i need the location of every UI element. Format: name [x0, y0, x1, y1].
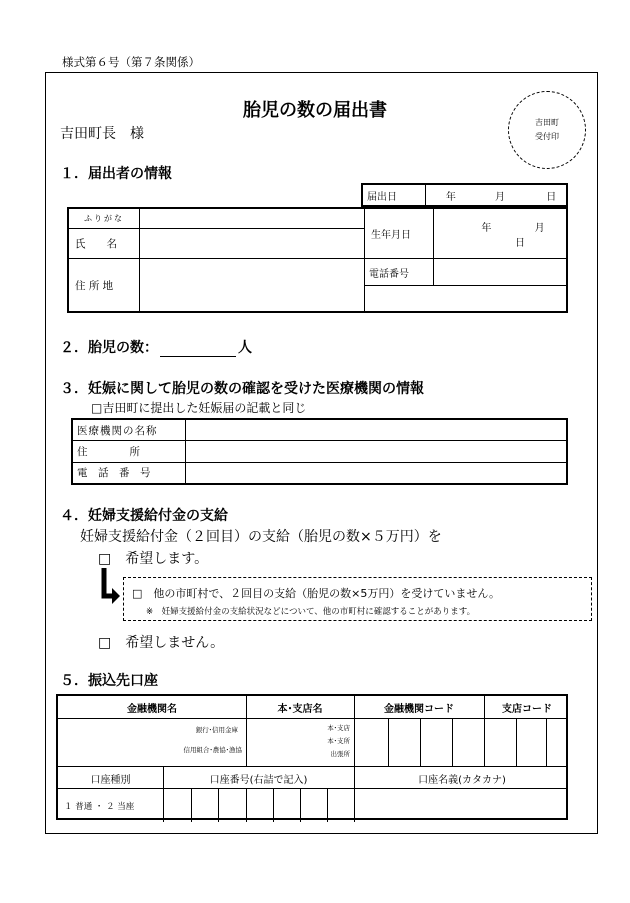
- birth-year-label: 年: [481, 222, 492, 234]
- address-extra: [365, 285, 568, 312]
- bank-account-box: [56, 694, 568, 820]
- filing-date-label: 届出日: [362, 184, 426, 206]
- fetus-count-field[interactable]: [160, 342, 236, 357]
- option-yes-checkbox[interactable]: □ 希望します。: [98, 551, 209, 567]
- not-received-checkbox[interactable]: □ 他の市町村で、２回目の支給（胎児の数×5万円）を受けていません。: [132, 587, 501, 600]
- col-bank-name: 金融機関名: [127, 704, 177, 715]
- birth-day-label: 日: [515, 237, 525, 249]
- medical-institution-table: [71, 418, 568, 485]
- institution-address-label: 住 所: [72, 441, 186, 462]
- page-title: 胎児の数の届出書: [243, 100, 387, 121]
- stamp-line2: 受付印: [535, 132, 559, 141]
- day-label: 日: [546, 191, 557, 203]
- stamp-line1: 吉田町: [535, 118, 559, 127]
- address-field[interactable]: [140, 259, 365, 312]
- name-label: 氏 名: [68, 228, 140, 259]
- section3-heading: ３．妊娠に関して胎児の数の確認を受けた医療機関の情報: [60, 381, 424, 397]
- option-no-checkbox[interactable]: □ 希望しません。: [98, 635, 225, 651]
- institution-phone-label: 電 話 番 号: [72, 462, 186, 484]
- phone-label: 電話番号: [365, 259, 434, 286]
- note-box: [123, 577, 592, 621]
- institution-phone-field[interactable]: [186, 462, 568, 484]
- section4-heading: ４．妊婦支援給付金の支給: [60, 508, 228, 524]
- institution-name-label: 医療機関の名称: [72, 419, 186, 441]
- institution-name-field[interactable]: [186, 419, 568, 441]
- col-branch-code: 支店コード: [502, 704, 552, 715]
- birthdate-label: 生年月日: [365, 208, 434, 259]
- phone-field[interactable]: [434, 259, 568, 286]
- section4-description: 妊婦支援給付金（２回目）の支給（胎児の数×５万円）を: [80, 529, 442, 545]
- address-label: 住 所 地: [68, 259, 140, 312]
- bank-types-1: 銀行･信用金庫: [195, 726, 238, 734]
- section2-unit: 人: [238, 340, 252, 356]
- birthdate-field[interactable]: [434, 208, 568, 259]
- section2-heading: ２．胎児の数：: [60, 340, 158, 356]
- note-sub: ※ 妊婦支援給付金の支給状況などについて、他の市町村に確認することがあります。: [146, 607, 476, 617]
- form-number: 様式第６号（第７条関係）: [62, 55, 200, 69]
- birth-month-label: 月: [534, 222, 545, 234]
- arrow-down-right-icon: [98, 566, 122, 606]
- branch-type-1: 本･支店: [327, 724, 350, 732]
- section2: [60, 337, 252, 357]
- filing-date-field[interactable]: [426, 184, 568, 206]
- section5-heading: ５．振込先口座: [60, 673, 158, 689]
- col-branch-name: 本･支店名: [277, 704, 323, 715]
- section1-heading: １．届出者の情報: [60, 166, 172, 182]
- filing-date-box: [361, 183, 568, 207]
- reception-stamp-area: [508, 91, 586, 169]
- col-account-type: 口座種別: [90, 775, 131, 786]
- col-bank-code: 金融機関コード: [384, 704, 454, 715]
- branch-types: [246, 722, 350, 761]
- furigana-label: ふりがな: [68, 208, 140, 228]
- col-account-number: 口座番号(右詰で記入): [209, 775, 308, 786]
- same-as-pregnancy-checkbox[interactable]: □吉田町に提出した妊娠届の記載と同じ: [91, 401, 307, 415]
- col-account-name: 口座名義(カタカナ): [418, 775, 506, 786]
- branch-type-2: 本･支所: [327, 737, 350, 745]
- branch-type-3: 出張所: [330, 750, 350, 758]
- month-label: 月: [495, 191, 505, 203]
- name-field[interactable]: [140, 228, 365, 259]
- institution-address-field[interactable]: [186, 441, 568, 462]
- account-type-options[interactable]: １ 普通 ・ ２ 当座: [64, 802, 135, 812]
- applicant-table: [67, 207, 568, 313]
- addressee: 吉田町長 様: [60, 126, 144, 142]
- furigana-field[interactable]: [140, 208, 365, 228]
- year-label: 年: [445, 191, 456, 203]
- bank-types-2: 信用組合･農協･漁協: [183, 746, 242, 754]
